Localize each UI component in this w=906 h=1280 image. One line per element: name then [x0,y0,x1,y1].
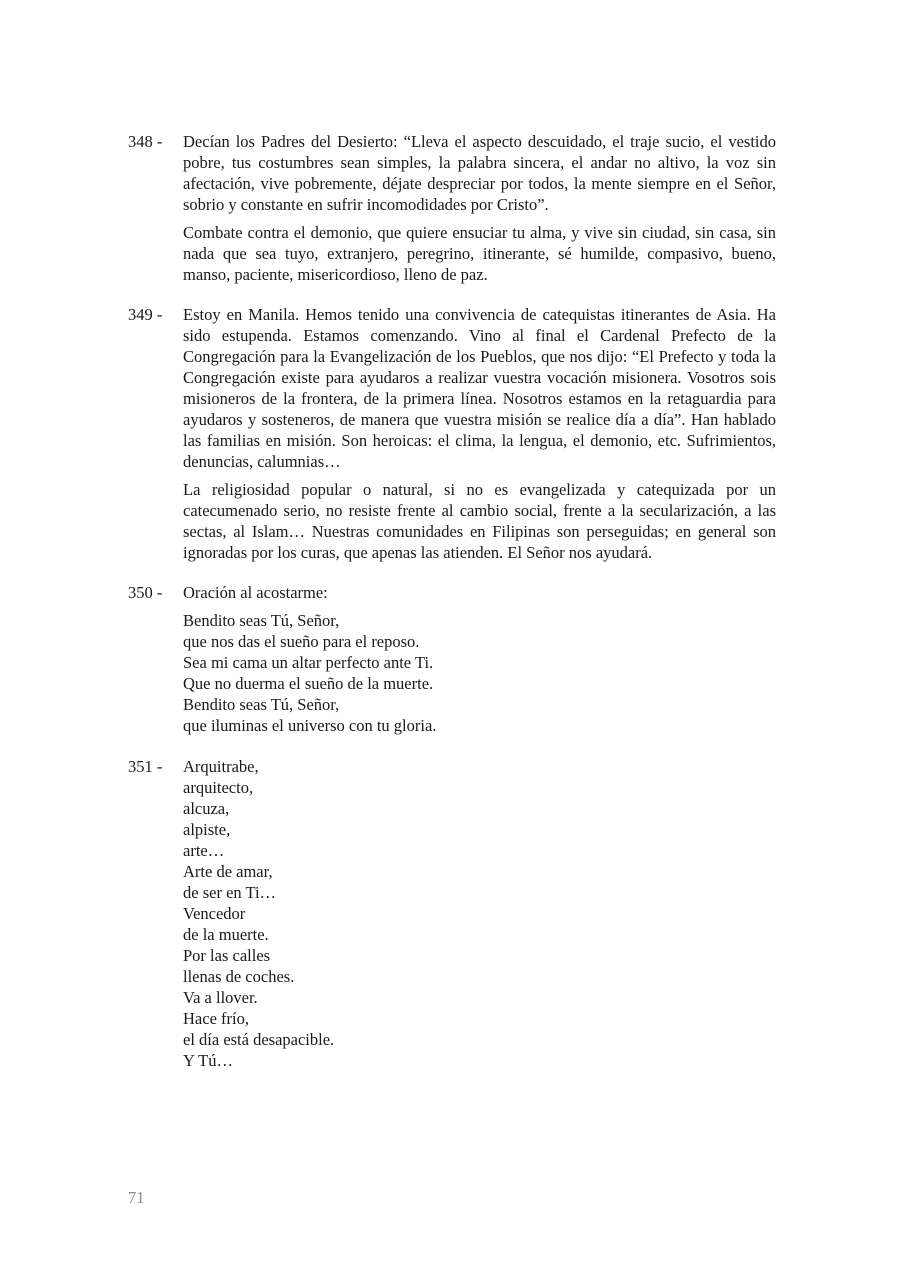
entry-350 [128,582,776,743]
verse-line: arquitecto, [183,778,254,797]
entry-348 [128,131,776,292]
paragraph: Estoy en Manila. Hemos tenido una convivencia de catequistas itinerantes de Asia. Ha sido estupenda. Estamos comenzando. Vino al final el Cardenal Prefecto de la Congregación para la Evangelización de los Pueblos, que nos dijo: “El Prefecto y toda la Congregación existe para ayudaros a realizar vuestra vocación misionera. Vosotros sois misioneros de la frontera, de la primera línea. Nosotros estamos en la retaguardia para ayudaros y sosteneros, de manera que vuestra misión se realice día a día”. Han hablado las familias en misión. Son heroicas: el clima, la lengua, el demonio, etc. Sufrimientos, denuncias, calumnias… [183,305,776,471]
prayer-verse [183,610,776,736]
verse-line: que nos das el sueño para el reposo. [183,632,420,651]
verse-line: alcuza, [183,799,230,818]
verse-line: arte… [183,841,225,860]
verse-line: de la muerte. [183,925,269,944]
verse-line: alpiste, [183,820,231,839]
poem-verse [183,756,776,1071]
verse-line: el día está desapacible. [183,1030,335,1049]
verse-line: Sea mi cama un altar perfecto ante Ti. [183,653,434,672]
page-number: 71 [128,1188,145,1207]
entry-349 [128,304,776,570]
verse-line: Bendito seas Tú, Señor, [183,695,340,714]
entry-text [183,304,776,570]
verse-line: que iluminas el universo con tu gloria. [183,716,437,735]
prayer-intro: Oración al acostarme: [183,583,328,602]
entry-text [183,756,776,1078]
entry-number: 349 - [128,305,163,324]
verse-line: Va a llover. [183,988,258,1007]
verse-line: llenas de coches. [183,967,295,986]
verse-line: de ser en Ti… [183,883,277,902]
entry-number: 350 - [128,583,163,602]
verse-line: Y Tú… [183,1051,233,1070]
entry-number: 348 - [128,132,163,151]
paragraph: La religiosidad popular o natural, si no es evangelizada y catequizada por un catecumenado serio, no resiste frente al cambio social, frente a la secularización, a las sectas, al Islam… Nuestras comunidades en Filipinas son perseguidas; en general son ignoradas por los curas, que apenas las atienden. El Señor nos ayudará. [183,480,776,562]
verse-line: Arte de amar, [183,862,273,881]
page-body [128,131,776,1078]
verse-line: Por las calles [183,946,271,965]
entry-number: 351 - [128,757,163,776]
verse-line: Arquitrabe, [183,757,259,776]
entry-text [183,131,776,292]
entry-351 [128,756,776,1078]
entry-text [183,582,776,743]
verse-line: Hace frío, [183,1009,249,1028]
paragraph: Combate contra el demonio, que quiere ensuciar tu alma, y vive sin ciudad, sin casa, sin nada que sea tuyo, extranjero, peregrino, itinerante, sé humilde, compasivo, bueno, manso, paciente, misericordioso, lleno de paz. [183,223,776,284]
verse-line: Que no duerma el sueño de la muerte. [183,674,434,693]
paragraph: Decían los Padres del Desierto: “Lleva el aspecto descuidado, el traje sucio, el vestido pobre, tus costumbres sean simples, la palabra sincera, el andar no altivo, la voz sin afectación, vive pobremente, déjate despreciar por todos, la mente siempre en el Señor, sobrio y constante en sufrir incomodidades por Cristo”. [183,132,776,214]
verse-line: Vencedor [183,904,246,923]
verse-line: Bendito seas Tú, Señor, [183,611,340,630]
